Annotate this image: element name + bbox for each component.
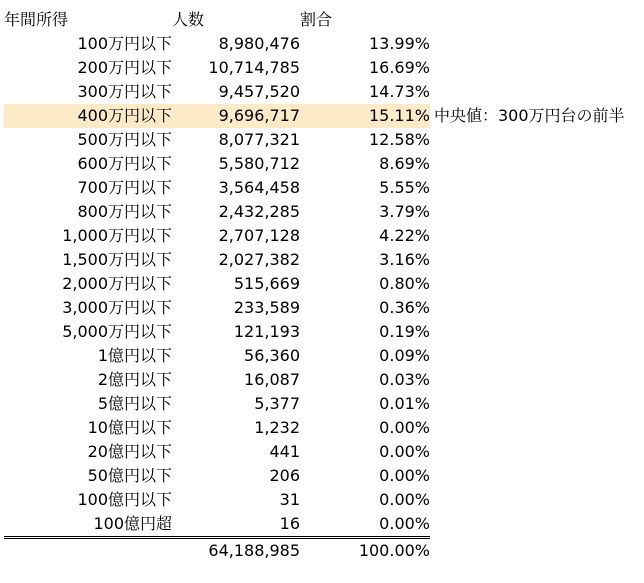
ratio-cell: 0.00% — [379, 466, 430, 485]
income-bracket-cell: 300万円以下 — [77, 82, 172, 101]
income-bracket-cell: 200万円以下 — [77, 58, 172, 77]
table-row — [4, 56, 430, 80]
people-count-cell: 16 — [279, 514, 300, 533]
ratio-cell: 8.69% — [379, 154, 430, 173]
table-row — [4, 344, 430, 368]
income-bracket-cell: 20億円以下 — [87, 442, 172, 461]
ratio-cell: 0.19% — [379, 322, 430, 341]
table-row — [4, 224, 430, 248]
people-count-cell: 16,087 — [244, 370, 300, 389]
table-row — [4, 176, 430, 200]
table-row — [4, 200, 430, 224]
people-count-cell: 3,564,458 — [218, 178, 300, 197]
income-bracket-cell: 2,000万円以下 — [62, 274, 172, 293]
people-count-cell: 2,027,382 — [218, 250, 300, 269]
ratio-cell: 12.58% — [368, 130, 430, 149]
ratio-cell: 13.99% — [368, 34, 430, 53]
income-bracket-cell: 500万円以下 — [77, 130, 172, 149]
median-note: 中央値：300万円台の前半 — [434, 106, 625, 125]
table-row — [4, 104, 430, 128]
table-row — [4, 248, 430, 272]
income-bracket-cell: 100億円超 — [93, 514, 172, 533]
income-bracket-cell: 10億円以下 — [87, 418, 172, 437]
ratio-cell: 0.36% — [379, 298, 430, 317]
table-row — [4, 296, 430, 320]
ratio-cell: 5.55% — [379, 178, 430, 197]
people-count-cell: 5,377 — [254, 394, 300, 413]
income-bracket-cell: 3,000万円以下 — [62, 298, 172, 317]
ratio-cell: 15.11% — [300, 104, 430, 128]
table-row — [4, 368, 430, 392]
income-distribution-table — [4, 8, 430, 563]
people-count-cell: 31 — [279, 490, 300, 509]
total-ratio: 100.00% — [300, 538, 430, 564]
table-row — [4, 272, 430, 296]
people-count-cell: 233,589 — [233, 298, 300, 317]
income-bracket-cell: 5億円以下 — [97, 394, 172, 413]
people-count-cell: 206 — [269, 466, 300, 485]
people-count-cell: 56,360 — [244, 346, 300, 365]
table-row — [4, 152, 430, 176]
people-count-cell: 8,980,476 — [218, 34, 300, 53]
people-count-cell: 9,696,717 — [172, 104, 300, 128]
income-bracket-cell: 1億円以下 — [97, 346, 172, 365]
ratio-cell: 16.69% — [368, 58, 430, 77]
ratio-cell: 0.09% — [379, 346, 430, 365]
people-count-cell: 8,077,321 — [218, 130, 300, 149]
people-count-cell: 9,457,520 — [218, 82, 300, 101]
people-count-cell: 5,580,712 — [218, 154, 300, 173]
ratio-cell: 14.73% — [368, 82, 430, 101]
income-bracket-cell: 100万円以下 — [77, 34, 172, 53]
people-count-cell: 2,432,285 — [218, 202, 300, 221]
header-row — [4, 8, 430, 32]
income-bracket-cell: 400万円以下 — [4, 104, 172, 128]
income-bracket-cell: 600万円以下 — [77, 154, 172, 173]
table-body — [4, 32, 430, 538]
income-bracket-cell: 1,000万円以下 — [62, 226, 172, 245]
table-row — [4, 488, 430, 512]
ratio-cell: 4.22% — [379, 226, 430, 245]
table-row — [4, 80, 430, 104]
income-bracket-cell: 2億円以下 — [97, 370, 172, 389]
ratio-cell: 0.80% — [379, 274, 430, 293]
total-people: 64,188,985 — [172, 538, 300, 564]
total-row — [4, 538, 430, 564]
income-bracket-cell: 50億円以下 — [87, 466, 172, 485]
ratio-cell: 0.03% — [379, 370, 430, 389]
header-annual-income: 年間所得 — [4, 10, 69, 29]
income-bracket-cell: 800万円以下 — [77, 202, 172, 221]
income-bracket-cell: 700万円以下 — [77, 178, 172, 197]
people-count-cell: 441 — [269, 442, 300, 461]
ratio-cell: 0.00% — [379, 442, 430, 461]
income-bracket-cell: 5,000万円以下 — [62, 322, 172, 341]
total-label-cell — [4, 538, 172, 564]
table-row — [4, 464, 430, 488]
people-count-cell: 515,669 — [233, 274, 300, 293]
income-bracket-cell: 100億円以下 — [77, 490, 172, 509]
people-count-cell: 1,232 — [254, 418, 300, 437]
table-row — [4, 392, 430, 416]
people-count-cell: 121,193 — [233, 322, 300, 341]
table-row — [4, 416, 430, 440]
table-row — [4, 32, 430, 56]
people-count-cell: 10,714,785 — [208, 58, 300, 77]
ratio-cell: 3.16% — [379, 250, 430, 269]
table-row — [4, 128, 430, 152]
header-ratio: 割合 — [300, 10, 333, 29]
ratio-cell: 0.00% — [379, 514, 430, 533]
ratio-cell: 0.01% — [379, 394, 430, 413]
people-count-cell: 2,707,128 — [218, 226, 300, 245]
ratio-cell: 0.00% — [379, 490, 430, 509]
ratio-cell: 0.00% — [379, 418, 430, 437]
income-bracket-cell: 1,500万円以下 — [62, 250, 172, 269]
header-people-count: 人数 — [172, 10, 205, 29]
table-row — [4, 440, 430, 464]
table-row — [4, 320, 430, 344]
table-row — [4, 512, 430, 538]
ratio-cell: 3.79% — [379, 202, 430, 221]
